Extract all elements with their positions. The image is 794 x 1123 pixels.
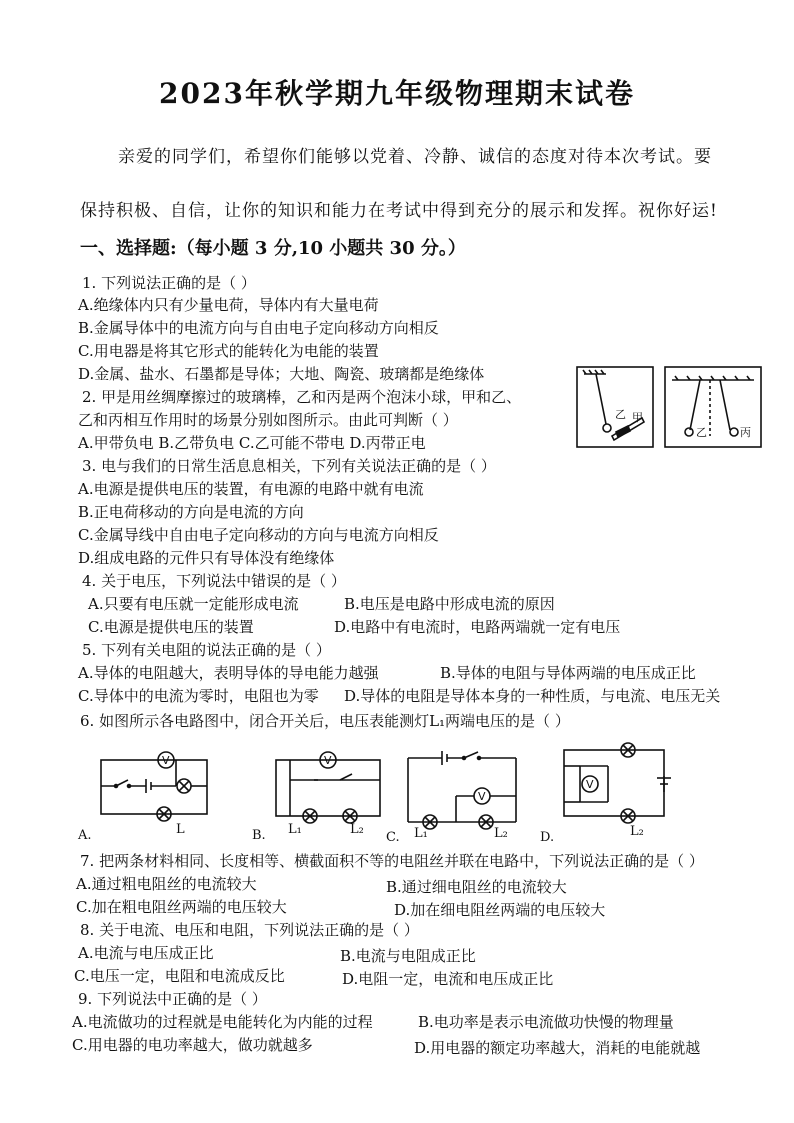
lamp-d2-label: L₂ <box>630 824 644 839</box>
q9-option-c: C.用电器的电功率越大，做功就越多 <box>72 1036 313 1054</box>
voltmeter-c-label: V <box>478 790 486 803</box>
circuit-a <box>96 742 214 826</box>
q4-option-c: C.电源是提供电压的装置 <box>88 618 254 636</box>
q4-option-d: D.电路中有电流时，电路两端就一定有电压 <box>334 618 621 636</box>
lamp-c2-label: L₂ <box>494 826 508 841</box>
label-yi-2: 乙 <box>696 426 707 439</box>
q5-option-c: C.导体中的电流为零时，电阻也为零 <box>78 687 319 705</box>
label-jia: 甲 <box>632 411 643 424</box>
circuit-b <box>270 742 388 826</box>
q8-stem: 8. 关于电流、电压和电阻，下列说法正确的是（ ） <box>80 921 419 939</box>
label-yi: 乙 <box>615 408 626 421</box>
intro-line-1: 亲爱的同学们，希望你们能够以党着、冷静、诚信的态度对待本次考试。要 <box>118 147 712 167</box>
q4-option-b: B.电压是电路中形成电流的原因 <box>344 595 555 613</box>
q9-option-d: D.用电器的额定功率越大，消耗的电能就越 <box>414 1039 701 1057</box>
q3-option-b: B.正电荷移动的方向是电流的方向 <box>78 503 304 521</box>
voltmeter-a-label: V <box>162 754 170 767</box>
q1-option-d: D.金属、盐水、石墨都是导体；大地、陶瓷、玻璃都是绝缘体 <box>78 365 485 383</box>
q3-option-d: D.组成电路的元件只有导体没有绝缘体 <box>78 549 335 567</box>
q2-stem-line-2: 乙和丙相互作用时的场景分别如图所示。由此可判断（ ） <box>78 411 458 429</box>
circuit-c <box>400 742 524 830</box>
label-bing: 丙 <box>740 426 751 439</box>
page-title: 2023年秋学期九年级物理期末试卷 <box>159 77 635 110</box>
voltmeter-d-label: V <box>586 778 594 791</box>
option-c-label: C. <box>386 830 400 845</box>
q7-option-c: C.加在粗电阻丝两端的电压较大 <box>76 898 287 916</box>
q3-option-a: A.电源是提供电压的装置，有电源的电路中就有电流 <box>78 480 424 498</box>
q3-stem: 3. 电与我们的日常生活息息相关，下列有关说法正确的是（ ） <box>82 457 496 475</box>
q1-option-c: C.用电器是将其它形式的能转化为电能的装置 <box>78 342 379 360</box>
q1-option-b: B.金属导体中的电流方向与自由电子定向移动方向相反 <box>78 319 439 337</box>
lamp-c1-label: L₁ <box>414 826 428 841</box>
q1-stem: 1. 下列说法正确的是（ ） <box>82 274 256 292</box>
circuit-d <box>556 736 672 828</box>
voltmeter-b-label: V <box>324 754 332 767</box>
q5-option-b: B.导体的电阻与导体两端的电压成正比 <box>440 664 696 682</box>
q8-option-a: A.电流与电压成正比 <box>78 944 214 962</box>
intro-line-2: 保持积极、自信，让你的知识和能力在考试中得到充分的展示和发挥。祝你好运! <box>80 201 718 221</box>
q9-stem: 9. 下列说法中正确的是（ ） <box>78 990 267 1008</box>
option-d-label: D. <box>540 830 555 845</box>
lamp-a-label: L <box>176 822 185 837</box>
q8-option-b: B.电流与电阻成正比 <box>340 947 476 965</box>
q3-option-c: C.金属导线中自由电子定向移动的方向与电流方向相反 <box>78 526 439 544</box>
q1-option-a: A.绝缘体内只有少量电荷，导体内有大量电荷 <box>78 296 379 314</box>
q8-option-c: C.电压一定，电阻和电流成反比 <box>74 967 285 985</box>
q5-option-d: D.导体的电阻是导体本身的一种性质，与电流、电压无关 <box>344 687 721 705</box>
q2-options: A.甲带负电 B.乙带负电 C.乙可能不带电 D.丙带正电 <box>78 434 426 452</box>
q5-option-a: A.导体的电阻越大，表明导体的导电能力越强 <box>78 664 379 682</box>
q9-option-a: A.电流做功的过程就是电能转化为内能的过程 <box>72 1013 373 1031</box>
option-b-label: B. <box>252 828 266 843</box>
q2-stem-line-1: 2. 甲是用丝绸摩擦过的玻璃棒，乙和丙是两个泡沫小球，甲和乙、 <box>82 388 522 406</box>
lamp-b2-label: L₂ <box>350 822 364 837</box>
q9-option-b: B.电功率是表示电流做功快慢的物理量 <box>418 1013 674 1031</box>
q7-option-b: B.通过细电阻丝的电流较大 <box>386 878 567 896</box>
q7-stem: 7. 把两条材料相同、长度相等、横截面积不等的电阻丝并联在电路中，下列说法正确的是（ ） <box>80 852 704 870</box>
q7-option-a: A.通过粗电阻丝的电流较大 <box>76 875 257 893</box>
figure-two-balls <box>664 366 764 450</box>
option-a-label: A. <box>78 828 92 843</box>
section-heading: 一、选择题:（每小题 3 分,10 小题共 30 分。） <box>80 238 466 259</box>
q7-option-d: D.加在细电阻丝两端的电压较大 <box>394 901 606 919</box>
q8-option-d: D.电阻一定，电流和电压成正比 <box>342 970 554 988</box>
lamp-b1-label: L₁ <box>288 822 302 837</box>
q5-stem: 5. 下列有关电阻的说法正确的是（ ） <box>82 641 331 659</box>
q6-stem: 6. 如图所示各电路图中，闭合开关后，电压表能测灯L₁两端电压的是（ ） <box>80 712 570 730</box>
figure-rod-and-ball <box>576 366 656 450</box>
q4-stem: 4. 关于电压，下列说法中错误的是（ ） <box>82 572 346 590</box>
q4-option-a: A.只要有电压就一定能形成电流 <box>88 595 299 613</box>
